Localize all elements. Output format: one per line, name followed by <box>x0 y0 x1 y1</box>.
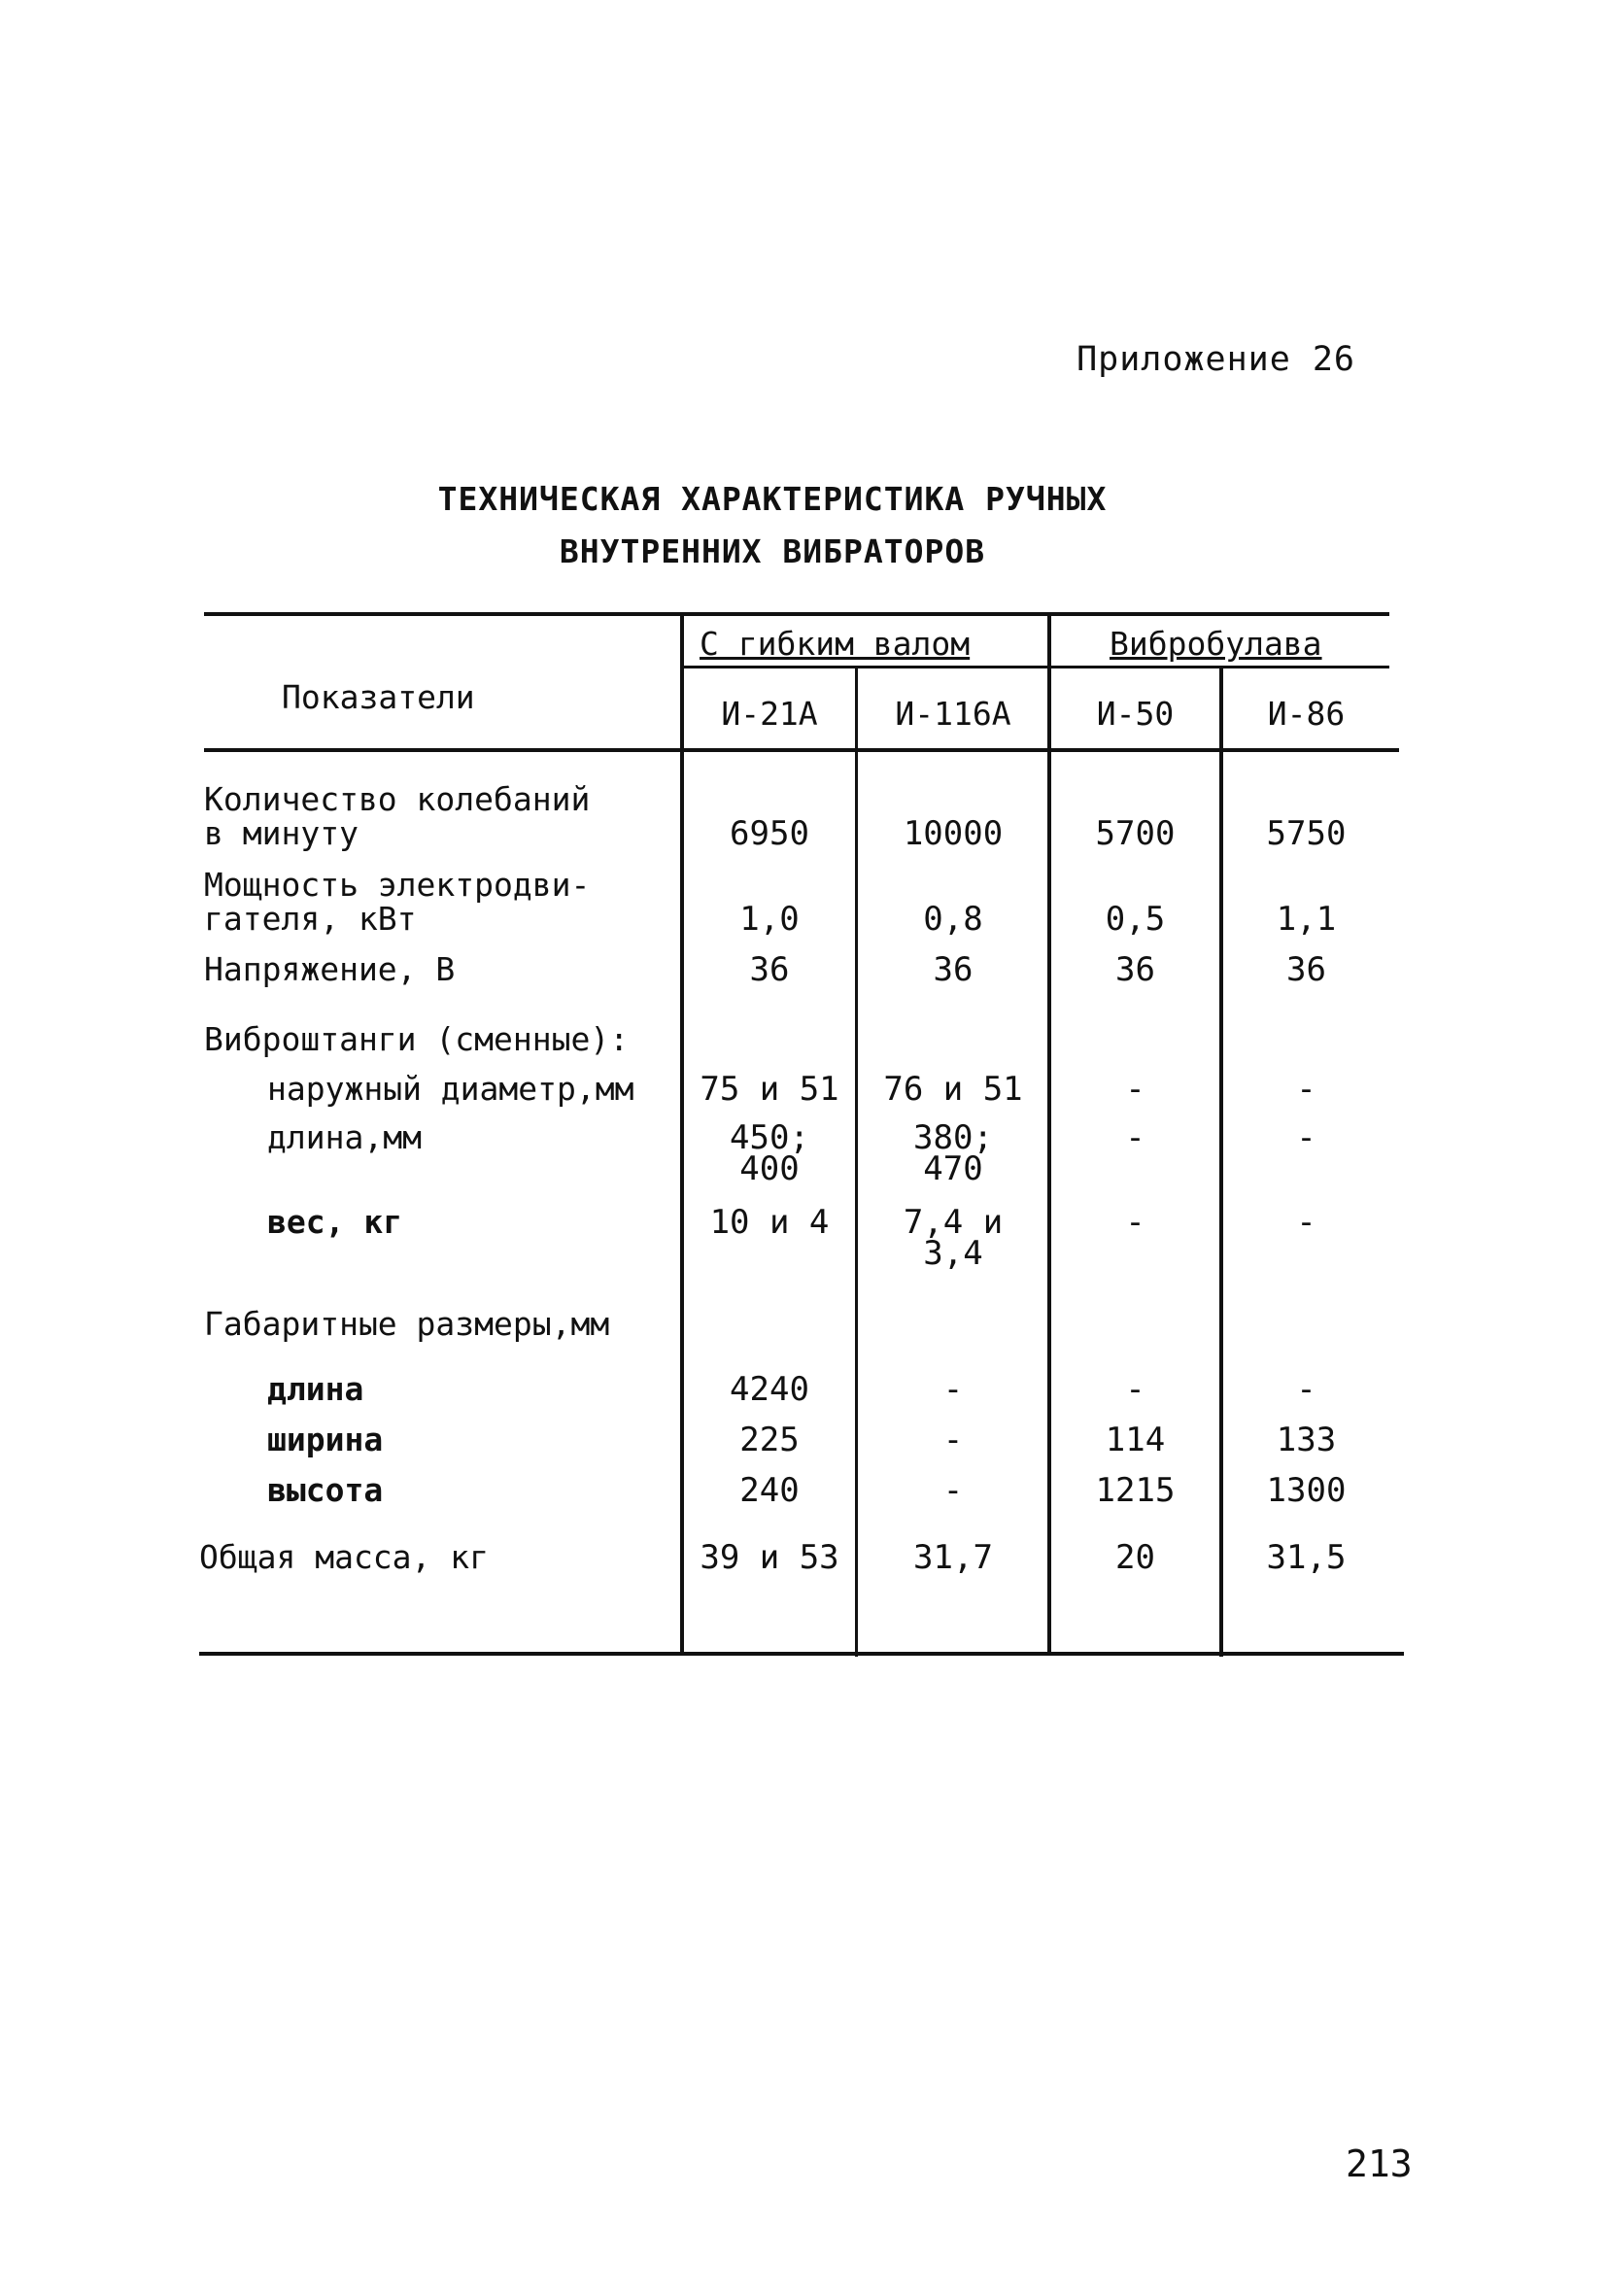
dim-height-label: высота <box>267 1471 384 1509</box>
oscillations-i86: 5750 <box>1266 814 1347 853</box>
power-label-line2: гателя, кВт <box>204 900 417 938</box>
column-divider-4 <box>1219 666 1223 1657</box>
oscillations-label-line2: в минуту <box>204 814 359 852</box>
appendix-label: Приложение 26 <box>1076 340 1355 379</box>
column-header-i86: И-86 <box>1267 695 1346 733</box>
total-mass-label: Общая масса, кг <box>199 1538 490 1576</box>
document-title <box>311 473 1234 578</box>
voltage-i21a: 36 <box>749 950 790 989</box>
power-i50: 0,5 <box>1105 900 1166 939</box>
dim-width-i116a: - <box>942 1421 964 1459</box>
rod-weight-i86: - <box>1296 1203 1316 1242</box>
title-line-2: ВНУТРЕННИХ ВИБРАТОРОВ <box>559 532 986 570</box>
power-i21a: 1,0 <box>739 900 800 939</box>
group-header-rule <box>680 666 1389 668</box>
column-header-i21a: И-21А <box>721 695 818 733</box>
voltage-i50: 36 <box>1115 950 1155 989</box>
rods-label: Виброштанги (сменные): <box>204 1020 630 1058</box>
voltage-label: Напряжение, В <box>204 950 456 988</box>
power-i86: 1,1 <box>1276 900 1337 939</box>
total-mass-i116a: 31,7 <box>913 1538 993 1577</box>
rod-weight-i116a: 7,4 и <box>903 1203 1004 1242</box>
dim-length-label: длина <box>267 1370 364 1408</box>
rod-weight-i116a-line2: 3,4 <box>923 1234 983 1273</box>
dim-height-i116a: - <box>942 1471 964 1510</box>
table-bottom-rule <box>199 1652 1404 1656</box>
dim-width-i21a: 225 <box>739 1421 800 1459</box>
dim-width-i86: 133 <box>1276 1421 1337 1459</box>
rod-weight-i21a: 10 и 4 <box>709 1203 830 1242</box>
column-header-i50: И-50 <box>1096 695 1175 733</box>
rod-weight-i50: - <box>1125 1203 1145 1242</box>
dim-length-i50: - <box>1125 1370 1145 1409</box>
rod-length-i86: - <box>1296 1118 1316 1157</box>
oscillations-i21a: 6950 <box>730 814 809 853</box>
dim-length-i21a: 4240 <box>730 1370 809 1409</box>
dim-height-i50: 1215 <box>1095 1471 1176 1510</box>
oscillations-i50: 5700 <box>1095 814 1176 853</box>
rod-length-i50: - <box>1125 1118 1145 1157</box>
voltage-i86: 36 <box>1286 950 1326 989</box>
dim-length-i116a: - <box>942 1370 964 1409</box>
total-mass-i50: 20 <box>1115 1538 1155 1577</box>
rod-length-i21a-line2: 400 <box>739 1149 800 1188</box>
title-line-1: ТЕХНИЧЕСКАЯ ХАРАКТЕРИСТИКА РУЧНЫХ <box>437 480 1108 518</box>
oscillations-label-line1: Количество колебаний <box>204 780 591 818</box>
row-header-label: Показатели <box>282 678 475 716</box>
outer-diameter-i50: - <box>1125 1070 1145 1109</box>
group-header-vibro-club: Вибробулава <box>1110 625 1322 663</box>
total-mass-i86: 31,5 <box>1266 1538 1347 1577</box>
dim-height-i86: 1300 <box>1266 1471 1347 1510</box>
rod-length-i116a: 380; <box>913 1118 993 1157</box>
power-i116a: 0,8 <box>923 900 983 939</box>
column-header-i116a: И-116А <box>895 695 1011 733</box>
dim-height-i21a: 240 <box>739 1471 800 1510</box>
dim-width-label: ширина <box>267 1421 384 1458</box>
page-number: 213 <box>1346 2142 1413 2185</box>
outer-diameter-i116a: 76 и 51 <box>883 1070 1023 1109</box>
total-mass-i21a: 39 и 53 <box>700 1538 839 1577</box>
column-divider-2 <box>855 666 858 1657</box>
dim-width-i50: 114 <box>1105 1421 1166 1459</box>
dim-length-i86: - <box>1296 1370 1316 1409</box>
oscillations-i116a: 10000 <box>903 814 1004 853</box>
outer-diameter-i86: - <box>1296 1070 1316 1109</box>
dimensions-label: Габаритные размеры,мм <box>204 1305 610 1343</box>
outer-diameter-i21a: 75 и 51 <box>700 1070 839 1109</box>
rod-length-i21a: 450; <box>730 1118 809 1157</box>
table-top-rule <box>204 612 1389 616</box>
outer-diameter-label: наружный диаметр,мм <box>267 1070 634 1108</box>
voltage-i116a: 36 <box>933 950 974 989</box>
rod-weight-label: вес, кг <box>267 1203 403 1241</box>
power-label-line1: Мощность электродви- <box>204 866 591 904</box>
rod-length-label: длина,мм <box>267 1118 422 1156</box>
rod-length-i116a-line2: 470 <box>923 1149 983 1188</box>
group-header-flexible-shaft: С гибким валом <box>700 625 971 663</box>
